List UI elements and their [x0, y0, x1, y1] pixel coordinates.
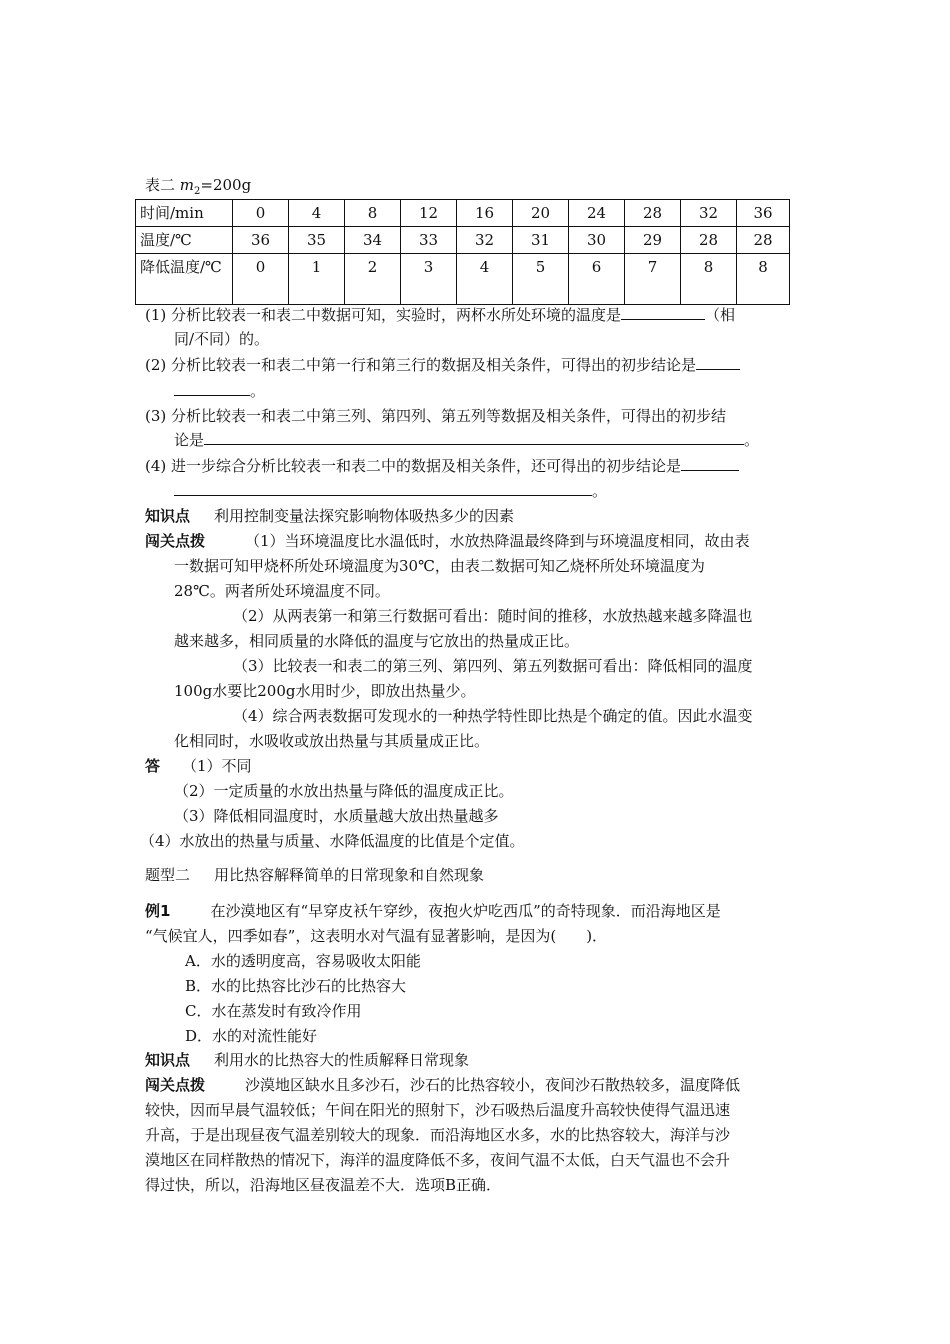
answer-blank — [174, 481, 592, 496]
hint-1-line2: 一数据可知甲烧杯所处环境温度为30℃，由表二数据可知乙烧杯所处环境温度为 — [174, 557, 705, 575]
table-row — [136, 254, 790, 305]
question-3: (3) 分析比较表一和表二中第三列、第四列、第五列等数据及相关条件，可得出的初步结 — [145, 407, 727, 425]
table-cell: 35 — [289, 227, 345, 254]
hint-para-1: 闯关点拨 沙漠地区缺水且多沙石，沙石的比热容较小，夜间沙石散热较多，温度降低 — [145, 1076, 741, 1094]
table-cell: 0 — [233, 254, 289, 305]
table-cell: 1 — [289, 254, 345, 305]
example-1-line2: “气候宜人，四季如春”，这表明水对气温有显著影响，是因为( )． — [145, 927, 608, 945]
answer-blank — [621, 305, 705, 320]
table-cell: 0 — [233, 200, 289, 227]
option-d: D．水的对流性能好 — [185, 1027, 318, 1045]
table-cell: 12 — [401, 200, 457, 227]
row-header: 降低温度/℃ — [136, 254, 233, 305]
question-type: 题型二 用比热容解释简单的日常现象和自然现象 — [145, 866, 485, 884]
question-1-cont: 同/不同）的。 — [174, 330, 270, 348]
table-cell: 5 — [513, 254, 569, 305]
answer-1: 答 （1）不同 — [145, 757, 252, 775]
table-row — [136, 200, 790, 227]
table-row — [136, 227, 790, 254]
table-cell: 32 — [681, 200, 737, 227]
answer-2: （2）一定质量的水放出热量与降低的温度成正比。 — [174, 782, 514, 800]
answer-blank — [681, 456, 739, 471]
table-cell: 34 — [345, 227, 401, 254]
hint-para-5: 得过快，所以，沿海地区昼夜温差不大．选项B正确． — [145, 1176, 502, 1194]
question-2-cont: 。 — [174, 380, 265, 402]
table-cell: 2 — [345, 254, 401, 305]
knowledge-point-2: 知识点 利用水的比热容大的性质解释日常现象 — [145, 1051, 470, 1069]
answer-blank — [174, 381, 250, 396]
question-4: (4) 进一步综合分析比较表一和表二中的数据及相关条件，还可得出的初步结论是 — [145, 455, 739, 477]
row-header: 温度/℃ — [136, 227, 233, 254]
table-cell: 20 — [513, 200, 569, 227]
table-cell: 28 — [625, 200, 681, 227]
hint-4-line2: 化相同时，水吸收或放出热量与其质量成正比。 — [174, 732, 490, 750]
answer-blank — [204, 430, 744, 445]
table-cell: 36 — [737, 200, 790, 227]
table-cell: 3 — [401, 254, 457, 305]
table-cell: 36 — [233, 227, 289, 254]
table-cell: 28 — [681, 227, 737, 254]
hint-3-line2: 100g水要比200g水用时少，即放出热量少。 — [174, 682, 476, 700]
hint-2: （2）从两表第一和第三行数据可看出：随时间的推移，水放热越来越多降温也 — [233, 607, 753, 625]
table-cell: 31 — [513, 227, 569, 254]
knowledge-point: 知识点 利用控制变量法探究影响物体吸热多少的因素 — [145, 507, 515, 525]
table-cell: 8 — [737, 254, 790, 305]
hint-para-3: 升高，于是出现昼夜气温差别较大的现象．而沿海地区水多，水的比热容较大，海洋与沙 — [145, 1126, 731, 1144]
row-header: 时间/min — [136, 200, 233, 227]
question-3-cont: 论是 。 — [174, 431, 760, 449]
table-cell: 6 — [569, 254, 625, 305]
option-c: C．水在蒸发时有致冷作用 — [185, 1002, 362, 1020]
table-cell: 33 — [401, 227, 457, 254]
table-caption: 表二 $m_2=200g$ — [145, 176, 252, 197]
answer-blank — [696, 355, 740, 370]
table-cell: 30 — [569, 227, 625, 254]
hint-4: （4）综合两表数据可发现水的一种热学特性即比热是个确定的值。因此水温变 — [233, 707, 753, 725]
table-cell: 28 — [737, 227, 790, 254]
data-table — [135, 199, 790, 305]
table-cell: 32 — [457, 227, 513, 254]
table-cell: 4 — [289, 200, 345, 227]
example-1: 例1 在沙漠地区有“早穿皮袄午穿纱，夜抱火炉吃西瓜”的奇特现象．而沿海地区是 — [145, 902, 721, 920]
table-cell: 8 — [681, 254, 737, 305]
question-2: (2) 分析比较表一和表二中第一行和第三行的数据及相关条件，可得出的初步结论是 — [145, 354, 740, 376]
hint-para-4: 漠地区在同样散热的情况下，海洋的温度降低不多，夜间气温不太低，白天气温也不会升 — [145, 1151, 731, 1169]
answer-3: （3）降低相同温度时，水质量越大放出热量越多 — [174, 807, 499, 825]
option-a: A．水的透明度高，容易吸收太阳能 — [185, 952, 421, 970]
table-cell: 16 — [457, 200, 513, 227]
hint-3: （3）比较表一和表二的第三列、第四列、第五列数据可看出：降低相同的温度 — [233, 657, 753, 675]
hint-para-2: 较快，因而早晨气温较低；午间在阳光的照射下，沙石吸热后温度升高较快使得气温迅速 — [145, 1101, 731, 1119]
table-cell: 24 — [569, 200, 625, 227]
table-cell: 4 — [457, 254, 513, 305]
option-b: B．水的比热容比沙石的比热容大 — [185, 977, 407, 995]
answer-4: （4）水放出的热量与质量、水降低温度的比值是个定值。 — [140, 832, 525, 850]
hint-1: 闯关点拨 （1）当环境温度比水温低时，水放热降温最终降到与环境温度相同，故由表 — [145, 532, 750, 550]
table-cell: 29 — [625, 227, 681, 254]
table-cell: 7 — [625, 254, 681, 305]
question-1: (1) 分析比较表一和表二中数据可知，实验时，两杯水所处环境的温度是 （相 — [145, 306, 736, 324]
hint-2-line2: 越来越多，相同质量的水降低的温度与它放出的热量成正比。 — [174, 632, 580, 650]
question-4-cont: 。 — [174, 480, 607, 502]
hint-1-line3: 28℃。两者所处环境温度不同。 — [174, 582, 390, 600]
table-cell: 8 — [345, 200, 401, 227]
